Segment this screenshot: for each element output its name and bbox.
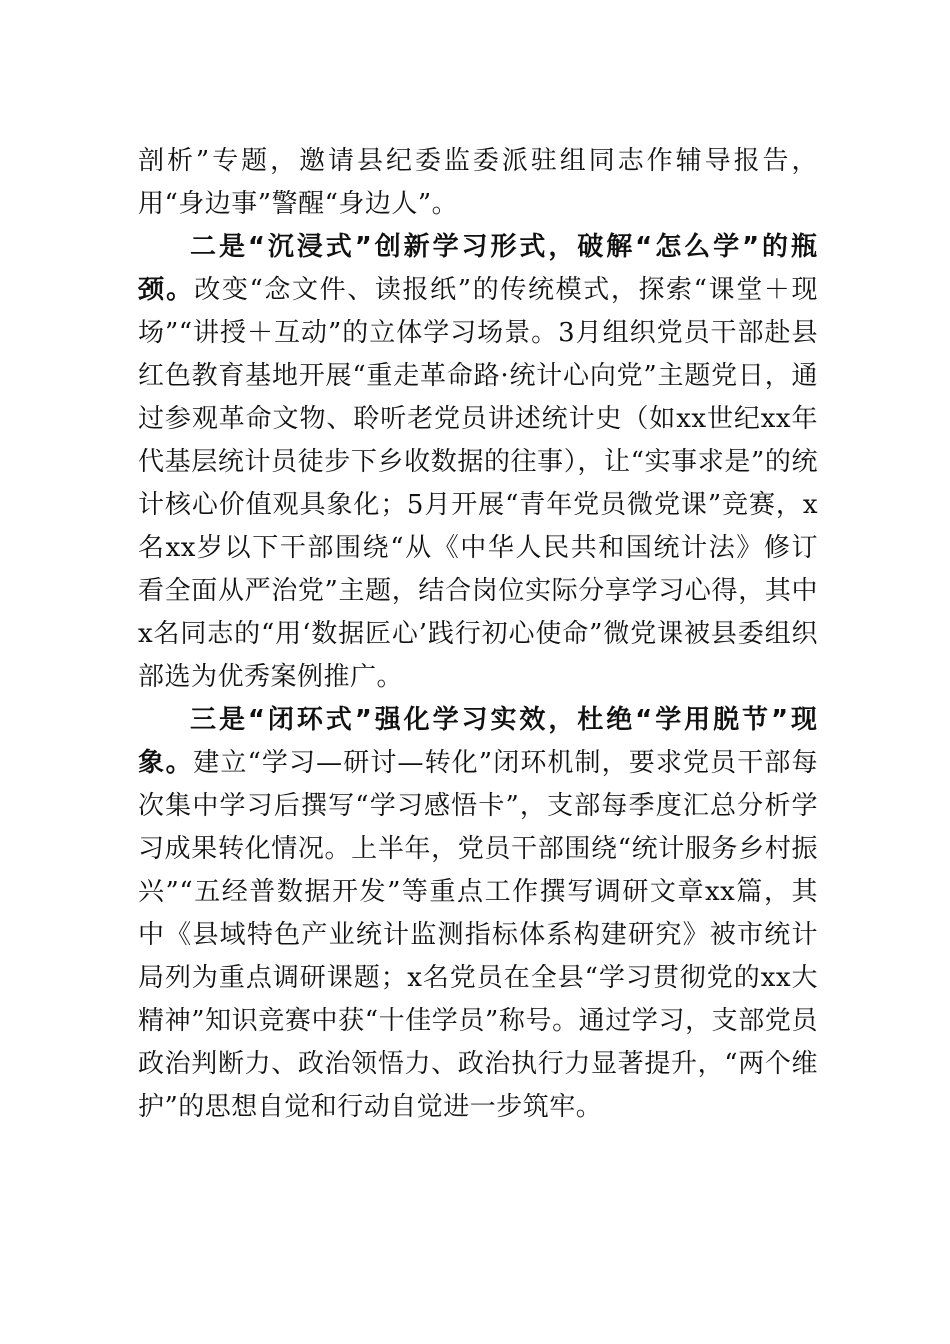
paragraph-body: 剖析”专题，邀请县纪委监委派驻组同志作辅导报告，用“身边事”警醒“身边人”。 (138, 146, 818, 219)
paragraph-immersive-learning (138, 226, 818, 699)
paragraph-body: 建立“学习—研讨—转化”闭环机制，要求党员干部每次集中学习后撰写“学习感悟卡”，支部每季度汇总分析学习成果转化情况。上半年，党员干部围绕“统计服务乡村振兴”“五经普数据开发”等重点工作撰写调研文章xx篇，其中《县域特色产业统计监测指标体系构建研究》被市统计局列为重点调研课题；x名党员在全县“学习贯彻党的xx大精神”知识竞赛中获“十佳学员”称号。通过学习，支部党员政治判断力、政治领悟力、政治执行力显著提升，“两个维护”的思想自觉和行动自觉进一步筑牢。 (138, 748, 818, 1122)
document-body (138, 140, 818, 1129)
paragraph-continued (138, 140, 818, 226)
paragraph-heading: 二是“沉浸式”创新学习形式，破解“怎么学”的瓶颈。 (138, 232, 818, 305)
paragraph-closed-loop-learning (138, 699, 818, 1129)
paragraph-heading: 三是“闭环式”强化学习实效，杜绝“学用脱节”现象。 (138, 705, 818, 778)
paragraph-body: 改变“念文件、读报纸”的传统模式，探索“课堂＋现场”“讲授＋互动”的立体学习场景。3月组织党员干部赴县红色教育基地开展“重走革命路·统计心向党”主题党日，通过参观革命文物、聆听老党员讲述统计史（如xx世纪xx年代基层统计员徒步下乡收数据的往事），让“实事求是”的统计核心价值观具象化；5月开展“青年党员微党课”竞赛，x名xx岁以下干部围绕“从《中华人民共和国统计法》修订看全面从严治党”主题，结合岗位实际分享学习心得，其中x名同志的“用‘数据匠心’践行初心使命”微党课被县委组织部选为优秀案例推广。 (138, 275, 818, 692)
